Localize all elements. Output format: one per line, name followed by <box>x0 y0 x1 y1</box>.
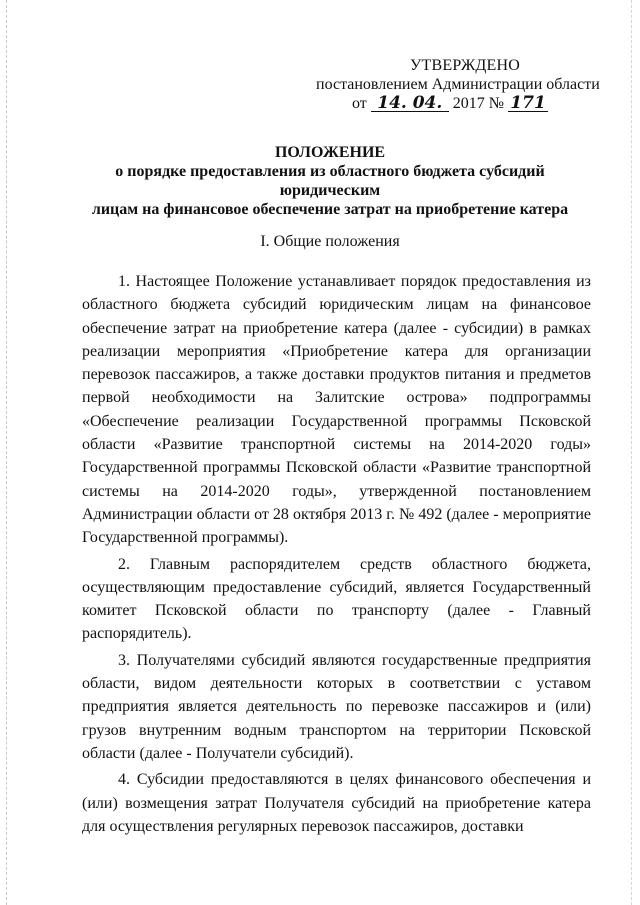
handwritten-doc-number: 171 <box>508 95 548 112</box>
paragraph-2: 2. Главным распорядителем средств областного бюджета, осуществляющим предоставление субсидий, является Государственный комитет Псковской области по транспорту (далее - Главный распорядитель). <box>82 555 591 643</box>
date-prefix: от <box>352 95 367 112</box>
approval-title: УТВЕРЖДЕНО <box>410 57 521 74</box>
date-year: 2017 № <box>452 95 505 112</box>
document-subtitle-line2: лицам на финансовое обеспечение затрат на приобретение катера <box>91 201 569 218</box>
paragraph-3: 3. Получателями субсидий являются государственные предприятия области, видом деятельности которых в соответствии с уставом предприятия является деятельность по перевозке пассажиров и (или) грузов внутренним водным транспортом на территории Псковской области (далее - Получатели субсидий). <box>82 651 591 762</box>
approval-issuer: постановлением Администрации области <box>316 76 600 93</box>
handwritten-date: 14. 04. <box>371 95 449 112</box>
paragraph-4: 4. Субсидии предоставляются в целях финансового обеспечения и (или) возмещения затрат Получателя субсидий на приобретение катера для осуществления регулярных перевозок пассажиров, доставки <box>82 771 591 835</box>
document-heading <box>70 143 590 219</box>
scan-edge-right <box>631 0 632 905</box>
document-subtitle-line1: о порядке предоставления из областного бюджета субсидий юридическим <box>115 163 545 199</box>
scan-edge-left <box>6 0 7 905</box>
section-title: I. Общие положения <box>260 233 400 250</box>
document-body <box>82 270 591 841</box>
approval-date-line <box>300 94 590 113</box>
approval-stamp-block <box>300 56 600 113</box>
document-title: ПОЛОЖЕНИЕ <box>274 144 386 161</box>
paragraph-1: 1. Настоящее Положение устанавливает порядок предоставления из областного бюджета субсидий юридическим лицам на финансовое обеспечение затрат на приобретение катера (далее - субсидии) в рамках реализации мероприятия «Приобретение катера для организации перевозок пассажиров, а также доставки продуктов питания и предметов первой необходимости на Залитские острова» подпрограммы «Обеспечение реализации Государственной программы Псковской области «Развитие транспортной системы на 2014-2020 годы» Государственной программы Псковской области «Развитие транспортной системы на 2014-2020 годы», утвержденной постановлением Администрации области от 28 октября 2013 г. № 492 (далее - мероприятие Государственной программы). <box>82 273 591 547</box>
